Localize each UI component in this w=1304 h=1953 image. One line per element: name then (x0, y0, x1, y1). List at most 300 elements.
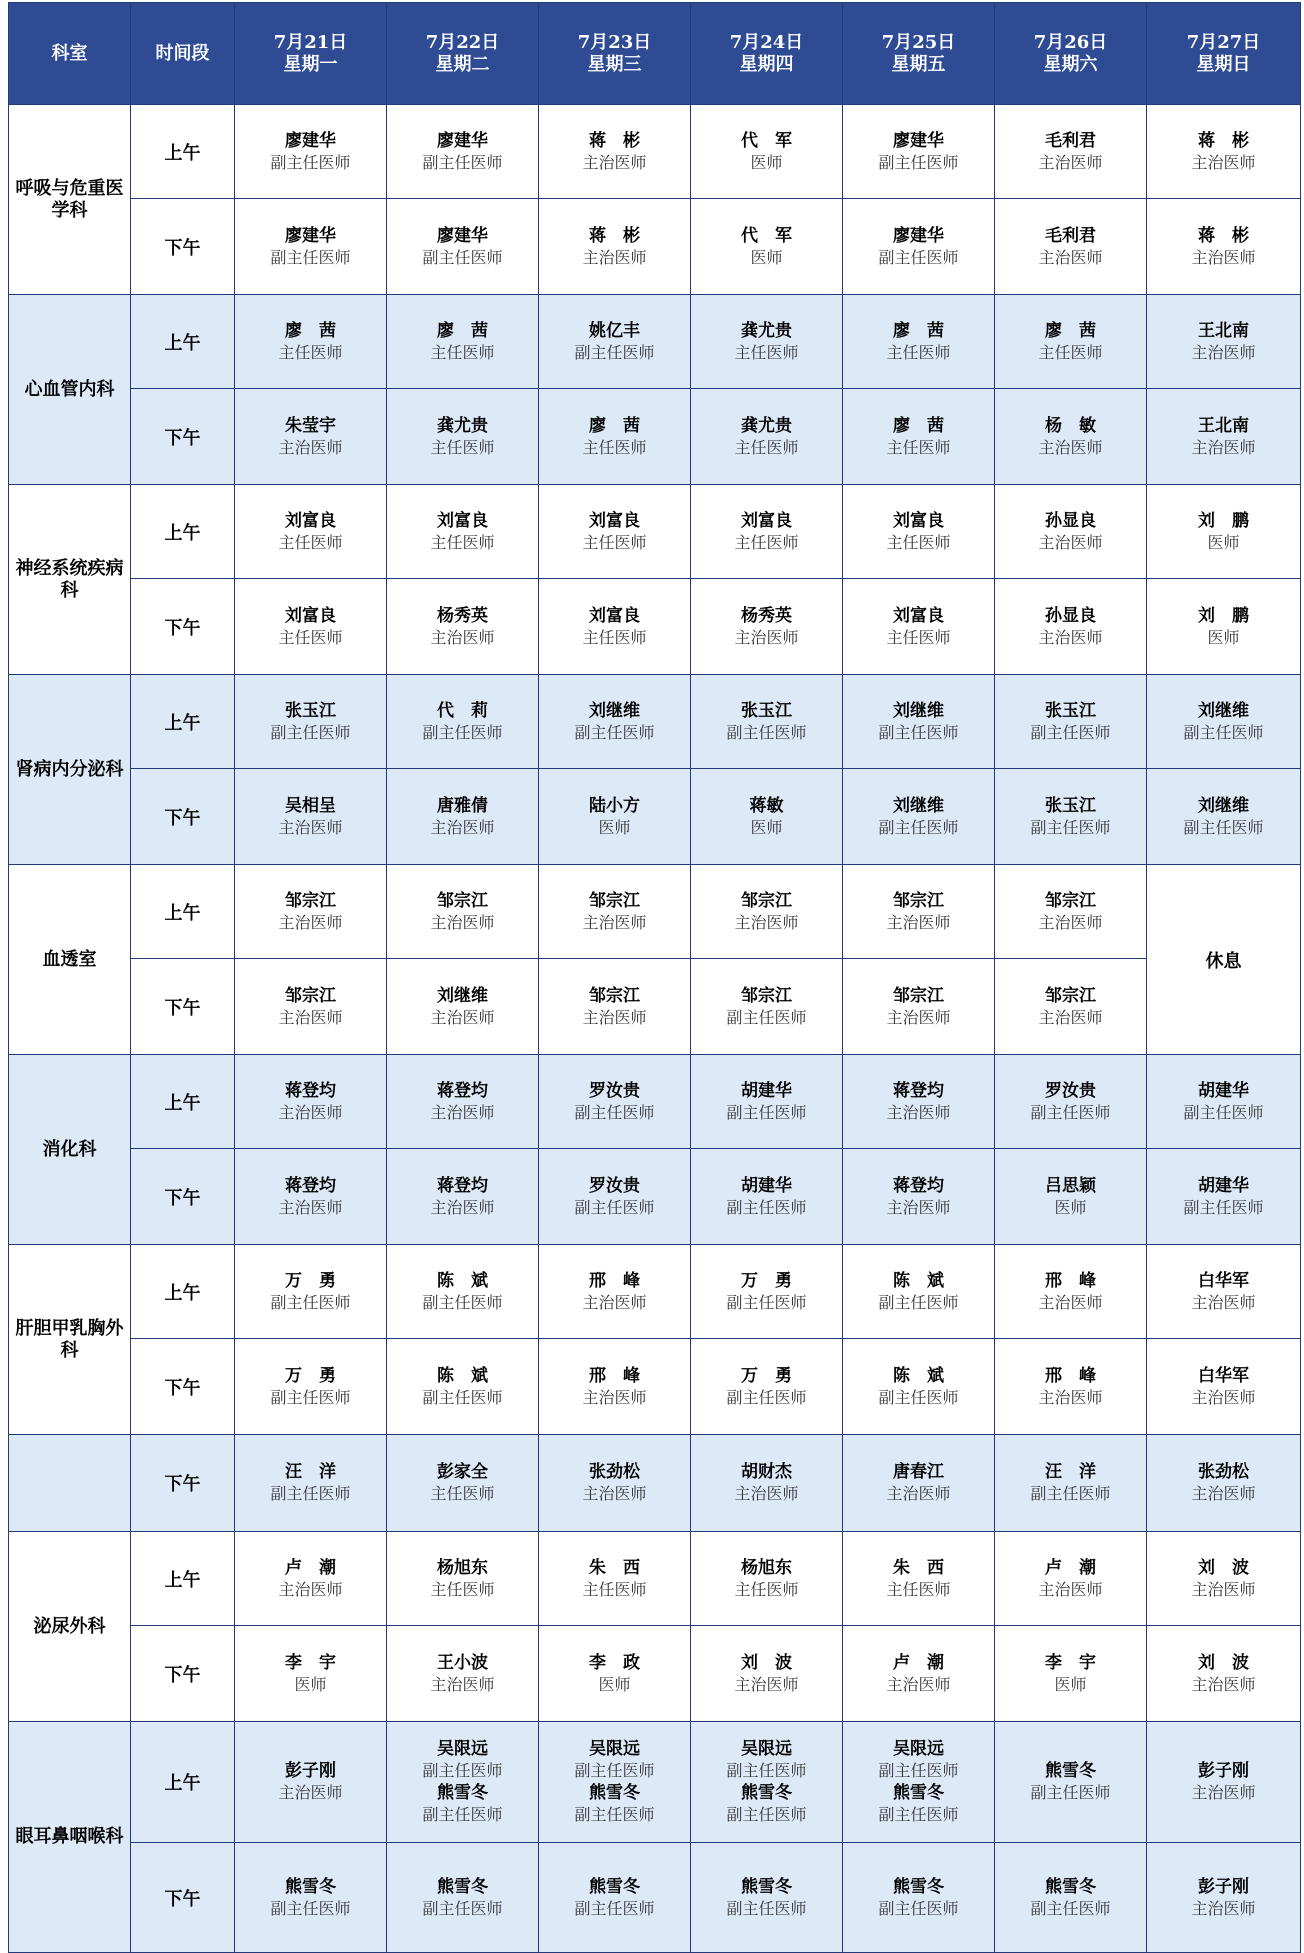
schedule-cell (235, 105, 387, 199)
day-date: 7月27日 (1186, 31, 1261, 53)
doctor-name: 邢 峰 (589, 1365, 640, 1386)
schedule-cell (691, 105, 843, 199)
time-slot: 上午 (131, 1532, 235, 1626)
doctor-title: 主治医师 (582, 1292, 647, 1312)
doctor-name: 张玉江 (1045, 795, 1096, 816)
doctor-title: 主任医师 (582, 437, 647, 457)
doctor-title: 主任医师 (734, 532, 799, 552)
time-slot: 下午 (131, 959, 235, 1055)
doctor-name: 代 军 (741, 225, 792, 246)
department-name: 肾病内分泌科 (9, 675, 131, 865)
schedule-cell (995, 1843, 1147, 1953)
doctor-name: 廖建华 (437, 130, 488, 151)
doctor-name: 熊雪冬 (589, 1876, 640, 1897)
doctor-name: 吴限远 (741, 1739, 792, 1759)
doctor-name: 蒋登均 (437, 1080, 488, 1101)
schedule-cell (995, 865, 1147, 959)
doctor-name: 廖建华 (893, 130, 944, 151)
doctor-name: 李 宇 (1045, 1652, 1096, 1673)
doctor-title: 副主任医师 (422, 247, 503, 267)
day-date: 7月21日 (273, 31, 348, 53)
time-slot: 上午 (131, 1055, 235, 1149)
day-date: 7月22日 (425, 31, 500, 53)
time-slot: 下午 (131, 1626, 235, 1722)
doctor-name: 蒋登均 (285, 1175, 336, 1196)
schedule-cell (691, 389, 843, 485)
schedule-cell (539, 199, 691, 295)
schedule-cell (387, 1626, 539, 1722)
schedule-cell (843, 1532, 995, 1626)
schedule-cell (995, 295, 1147, 389)
doctor-name: 张劲松 (589, 1462, 640, 1482)
doctor-title: 主治医师 (582, 1387, 647, 1407)
department-header: 科室 (9, 3, 131, 105)
schedule-cell (235, 675, 387, 769)
schedule-cell (843, 1149, 995, 1245)
doctor-title: 主任医师 (430, 342, 495, 362)
doctor-name: 卢 潮 (1045, 1557, 1096, 1578)
schedule-cell (843, 675, 995, 769)
schedule-cell (235, 1843, 387, 1953)
doctor-title: 副主任医师 (422, 1387, 503, 1407)
schedule-cell (691, 1149, 843, 1245)
doctor-title: 主治医师 (430, 1007, 495, 1027)
doctor-name: 白华军 (1198, 1365, 1249, 1386)
schedule-cell (539, 1339, 691, 1435)
doctor-title: 主治医师 (1191, 1898, 1256, 1918)
doctor-title: 主任医师 (734, 1579, 799, 1599)
schedule-cell (843, 1626, 995, 1722)
doctor-name: 蒋敏 (749, 795, 784, 816)
doctor-name: 杨旭东 (437, 1557, 488, 1578)
schedule-cell (1147, 1149, 1301, 1245)
doctor-title: 副主任医师 (726, 1805, 807, 1824)
schedule-cell (843, 1722, 995, 1843)
time-slot: 上午 (131, 1245, 235, 1339)
schedule-cell (995, 389, 1147, 485)
doctor-name: 熊雪冬 (893, 1876, 944, 1897)
schedule-cell (691, 1722, 843, 1843)
doctor-name: 龚尤贵 (437, 415, 488, 436)
doctor-title: 医师 (598, 817, 631, 837)
time-slot: 上午 (131, 485, 235, 579)
doctor-title: 副主任医师 (878, 247, 959, 267)
doctor-title: 主治医师 (278, 1197, 343, 1217)
doctor-name: 毛利君 (1045, 225, 1096, 246)
schedule-cell (995, 1722, 1147, 1843)
day-header-sat (995, 3, 1147, 105)
schedule-row (9, 769, 1301, 865)
schedule-cell (539, 865, 691, 959)
doctor-title: 主任医师 (430, 437, 495, 457)
schedule-cell (843, 1339, 995, 1435)
schedule-cell (691, 1055, 843, 1149)
doctor-title: 副主任医师 (878, 1387, 959, 1407)
doctor-name: 熊雪冬 (437, 1783, 488, 1803)
doctor-name: 邹宗江 (1045, 985, 1096, 1006)
doctor-name: 蒋登均 (437, 1175, 488, 1196)
doctor-name: 廖建华 (285, 130, 336, 151)
time-slot: 下午 (131, 1843, 235, 1953)
doctor-name: 邹宗江 (589, 985, 640, 1006)
doctor-title: 副主任医师 (422, 722, 503, 742)
doctor-title: 主治医师 (1038, 1292, 1103, 1312)
doctor-name: 熊雪冬 (741, 1783, 792, 1803)
doctor-title: 主治医师 (1038, 627, 1103, 647)
schedule-cell (995, 1339, 1147, 1435)
doctor-title: 主任医师 (886, 532, 951, 552)
day-weekday: 星期一 (283, 53, 338, 75)
doctor-title: 主治医师 (278, 437, 343, 457)
schedule-cell (843, 959, 995, 1055)
doctor-title: 主治医师 (430, 1197, 495, 1217)
time-slot: 下午 (131, 389, 235, 485)
doctor-title: 副主任医师 (726, 1007, 807, 1027)
doctor-title: 副主任医师 (726, 1197, 807, 1217)
doctor-title: 副主任医师 (726, 722, 807, 742)
schedule-cell (691, 865, 843, 959)
doctor-title: 主治医师 (582, 1007, 647, 1027)
doctor-name: 熊雪冬 (1045, 1761, 1096, 1781)
doctor-name: 邹宗江 (285, 890, 336, 911)
doctor-name: 杨旭东 (741, 1557, 792, 1578)
doctor-title: 主任医师 (278, 342, 343, 362)
doctor-title: 主治医师 (278, 1007, 343, 1027)
schedule-cell (539, 675, 691, 769)
schedule-cell (691, 1843, 843, 1953)
schedule-row (9, 675, 1301, 769)
schedule-cell (1147, 295, 1301, 389)
doctor-name: 胡财杰 (741, 1462, 792, 1482)
doctor-name: 吴限远 (437, 1739, 488, 1759)
doctor-name: 龚尤贵 (741, 415, 792, 436)
doctor-name: 陈 斌 (893, 1365, 944, 1386)
doctor-name: 卢 潮 (893, 1652, 944, 1673)
doctor-title: 主任医师 (886, 627, 951, 647)
doctor-title: 副主任医师 (574, 1102, 655, 1122)
doctor-title: 副主任医师 (726, 1387, 807, 1407)
schedule-cell (995, 1149, 1147, 1245)
doctor-name: 刘富良 (285, 510, 336, 531)
doctor-name: 邹宗江 (741, 890, 792, 911)
doctor-name: 吴限远 (589, 1739, 640, 1759)
schedule-cell (387, 295, 539, 389)
schedule-row (9, 199, 1301, 295)
doctor-name: 刘继维 (893, 795, 944, 816)
schedule-cell (539, 959, 691, 1055)
time-slot: 下午 (131, 199, 235, 295)
schedule-cell (995, 1532, 1147, 1626)
department-name (9, 1435, 131, 1532)
doctor-title: 主任医师 (886, 1579, 951, 1599)
time-slot: 下午 (131, 1435, 235, 1532)
doctor-title: 主治医师 (430, 912, 495, 932)
schedule-row (9, 1245, 1301, 1339)
doctor-name: 刘富良 (893, 510, 944, 531)
doctor-title: 主任医师 (734, 437, 799, 457)
department-name: 眼耳鼻咽喉科 (9, 1722, 131, 1953)
schedule-cell (843, 389, 995, 485)
doctor-name: 吴限远 (893, 1739, 944, 1759)
doctor-name: 邢 峰 (589, 1270, 640, 1291)
doctor-name: 熊雪冬 (285, 1876, 336, 1897)
schedule-cell (691, 1245, 843, 1339)
schedule-cell (387, 1532, 539, 1626)
schedule-row (9, 1149, 1301, 1245)
doctor-title: 主治医师 (430, 817, 495, 837)
doctor-title: 医师 (1054, 1197, 1087, 1217)
doctor-name: 廖 茜 (1045, 320, 1096, 341)
doctor-name: 李 政 (589, 1652, 640, 1673)
schedule-cell (235, 295, 387, 389)
doctor-title: 副主任医师 (1183, 722, 1264, 742)
doctor-name: 邹宗江 (893, 985, 944, 1006)
department-name: 泌尿外科 (9, 1532, 131, 1722)
schedule-cell (235, 959, 387, 1055)
schedule-cell (843, 1055, 995, 1149)
time-slot: 上午 (131, 1722, 235, 1843)
doctor-name: 龚尤贵 (741, 320, 792, 341)
schedule-cell (1147, 1843, 1301, 1953)
schedule-cell (387, 769, 539, 865)
schedule-cell (691, 579, 843, 675)
schedule-cell (539, 295, 691, 389)
doctor-name: 刘富良 (285, 605, 336, 626)
schedule-cell (235, 1626, 387, 1722)
day-weekday: 星期二 (435, 53, 490, 75)
doctor-name: 汪 洋 (285, 1462, 336, 1482)
doctor-title: 主治医师 (1191, 1387, 1256, 1407)
header-row (9, 3, 1301, 105)
doctor-name: 刘继维 (589, 700, 640, 721)
schedule-row (9, 959, 1301, 1055)
doctor-title: 副主任医师 (270, 1484, 351, 1503)
doctor-title: 主治医师 (430, 1102, 495, 1122)
schedule-row (9, 1055, 1301, 1149)
doctor-title: 主任医师 (582, 532, 647, 552)
schedule-cell (539, 1626, 691, 1722)
doctor-title: 副主任医师 (422, 1898, 503, 1918)
schedule-cell (539, 485, 691, 579)
schedule-cell (387, 959, 539, 1055)
doctor-name: 蒋 彬 (589, 225, 640, 246)
schedule-cell (843, 865, 995, 959)
doctor-name: 白华军 (1198, 1270, 1249, 1291)
day-header-wed (539, 3, 691, 105)
schedule-body (9, 105, 1301, 1953)
schedule-cell (539, 769, 691, 865)
doctor-name: 胡建华 (1198, 1175, 1249, 1196)
doctor-title: 副主任医师 (270, 722, 351, 742)
doctor-title: 主治医师 (886, 912, 951, 932)
doctor-name: 邹宗江 (893, 890, 944, 911)
schedule-cell (539, 105, 691, 199)
doctor-name: 彭子刚 (1198, 1876, 1249, 1897)
doctor-name: 廖 茜 (893, 415, 944, 436)
schedule-row (9, 1626, 1301, 1722)
doctor-name: 王北南 (1198, 415, 1249, 436)
schedule-cell (387, 1843, 539, 1953)
schedule-cell (691, 1532, 843, 1626)
department-name: 消化科 (9, 1055, 131, 1245)
doctor-title: 主治医师 (1038, 1579, 1103, 1599)
doctor-title: 主治医师 (582, 1484, 647, 1503)
schedule-cell (843, 295, 995, 389)
schedule-cell (995, 769, 1147, 865)
schedule-row (9, 389, 1301, 485)
doctor-title: 主治医师 (734, 1674, 799, 1694)
time-slot: 上午 (131, 675, 235, 769)
schedule-cell (1147, 579, 1301, 675)
time-slot: 下午 (131, 769, 235, 865)
schedule-cell (843, 1245, 995, 1339)
doctor-title: 副主任医师 (574, 342, 655, 362)
doctor-title: 副主任医师 (726, 1102, 807, 1122)
doctor-title: 医师 (1207, 532, 1240, 552)
rest-cell: 休息 (1147, 865, 1301, 1055)
doctor-name: 胡建华 (1198, 1080, 1249, 1101)
doctor-title: 副主任医师 (878, 1805, 959, 1824)
doctor-name: 张玉江 (285, 700, 336, 721)
doctor-title: 医师 (1207, 627, 1240, 647)
doctor-title: 主任医师 (734, 342, 799, 362)
doctor-name: 孙显良 (1045, 605, 1096, 626)
doctor-title: 主任医师 (278, 532, 343, 552)
day-weekday: 星期三 (587, 53, 642, 75)
doctor-title: 主治医师 (278, 912, 343, 932)
doctor-title: 主治医师 (582, 912, 647, 932)
doctor-name: 万 勇 (285, 1270, 336, 1291)
doctor-name: 彭子刚 (285, 1761, 336, 1781)
schedule-cell (387, 675, 539, 769)
schedule-cell (539, 1722, 691, 1843)
doctor-name: 邢 峰 (1045, 1270, 1096, 1291)
day-date: 7月23日 (577, 31, 652, 53)
department-name: 呼吸与危重医学科 (9, 105, 131, 295)
doctor-title: 主任医师 (886, 437, 951, 457)
day-weekday: 星期日 (1196, 53, 1251, 75)
day-header-mon (235, 3, 387, 105)
doctor-title: 副主任医师 (422, 152, 503, 172)
doctor-title: 副主任医师 (1030, 722, 1111, 742)
schedule-cell (843, 485, 995, 579)
schedule-cell (995, 199, 1147, 295)
time-slot: 上午 (131, 105, 235, 199)
doctor-title: 副主任医师 (422, 1761, 503, 1780)
schedule-cell (235, 1339, 387, 1435)
doctor-title: 主治医师 (1191, 342, 1256, 362)
schedule-row (9, 1532, 1301, 1626)
doctor-title: 主治医师 (886, 1674, 951, 1694)
doctor-name: 刘富良 (741, 510, 792, 531)
doctor-name: 朱 西 (893, 1557, 944, 1578)
doctor-name: 蒋 彬 (1198, 225, 1249, 246)
schedule-cell (1147, 1245, 1301, 1339)
department-name: 血透室 (9, 865, 131, 1055)
doctor-name: 张劲松 (1198, 1462, 1249, 1482)
doctor-name: 刘继维 (1198, 795, 1249, 816)
doctor-name: 蒋 彬 (1198, 130, 1249, 151)
schedule-row (9, 1722, 1301, 1843)
doctor-name: 陈 斌 (437, 1270, 488, 1291)
day-header-fri (843, 3, 995, 105)
doctor-title: 主治医师 (886, 1484, 951, 1503)
doctor-name: 邹宗江 (1045, 890, 1096, 911)
schedule-cell (539, 1532, 691, 1626)
doctor-title: 主治医师 (582, 247, 647, 267)
schedule-cell (691, 1626, 843, 1722)
doctor-name: 姚亿丰 (589, 320, 640, 341)
schedule-cell (539, 389, 691, 485)
schedule-cell (1147, 1339, 1301, 1435)
schedule-cell (843, 1435, 995, 1532)
day-header-thu (691, 3, 843, 105)
doctor-title: 主治医师 (886, 1007, 951, 1027)
doctor-name: 胡建华 (741, 1080, 792, 1101)
schedule-cell (691, 199, 843, 295)
doctor-name: 廖建华 (285, 225, 336, 246)
doctor-title: 主任医师 (582, 627, 647, 647)
doctor-name: 熊雪冬 (893, 1783, 944, 1803)
schedule-cell (387, 1149, 539, 1245)
schedule-cell (843, 1843, 995, 1953)
doctor-name: 朱 西 (589, 1557, 640, 1578)
doctor-title: 主治医师 (278, 1783, 343, 1802)
doctor-name: 吴相呈 (285, 795, 336, 816)
day-date: 7月24日 (729, 31, 804, 53)
schedule-cell (387, 579, 539, 675)
doctor-name: 刘富良 (589, 605, 640, 626)
doctor-title: 副主任医师 (1183, 817, 1264, 837)
doctor-title: 副主任医师 (1183, 1197, 1264, 1217)
doctor-title: 主治医师 (1038, 437, 1103, 457)
schedule-row (9, 485, 1301, 579)
schedule-cell (235, 199, 387, 295)
schedule-cell (1147, 1722, 1301, 1843)
doctor-title: 主治医师 (278, 1102, 343, 1122)
doctor-title: 医师 (750, 247, 783, 267)
schedule-cell (387, 1055, 539, 1149)
schedule-cell (235, 769, 387, 865)
schedule-cell (1147, 389, 1301, 485)
doctor-name: 廖 茜 (589, 415, 640, 436)
duty-schedule-table (8, 2, 1301, 1953)
doctor-title: 副主任医师 (422, 1805, 503, 1824)
doctor-name: 蒋登均 (285, 1080, 336, 1101)
department-name: 心血管内科 (9, 295, 131, 485)
doctor-name: 刘 波 (1198, 1557, 1249, 1578)
doctor-title: 主治医师 (734, 1484, 799, 1503)
day-header-sun (1147, 3, 1301, 105)
doctor-title: 主治医师 (886, 1102, 951, 1122)
doctor-name: 刘 鹏 (1198, 510, 1249, 531)
doctor-name: 卢 潮 (285, 1557, 336, 1578)
schedule-cell (1147, 1532, 1301, 1626)
doctor-title: 主任医师 (278, 627, 343, 647)
doctor-name: 万 勇 (741, 1365, 792, 1386)
doctor-name: 王北南 (1198, 320, 1249, 341)
schedule-cell (387, 485, 539, 579)
doctor-title: 主治医师 (1038, 1387, 1103, 1407)
doctor-name: 孙显良 (1045, 510, 1096, 531)
schedule-cell (1147, 769, 1301, 865)
doctor-title: 副主任医师 (270, 1292, 351, 1312)
time-slot: 上午 (131, 295, 235, 389)
schedule-row (9, 579, 1301, 675)
time-slot: 下午 (131, 1149, 235, 1245)
doctor-name: 杨秀英 (741, 605, 792, 626)
schedule-cell (235, 579, 387, 675)
